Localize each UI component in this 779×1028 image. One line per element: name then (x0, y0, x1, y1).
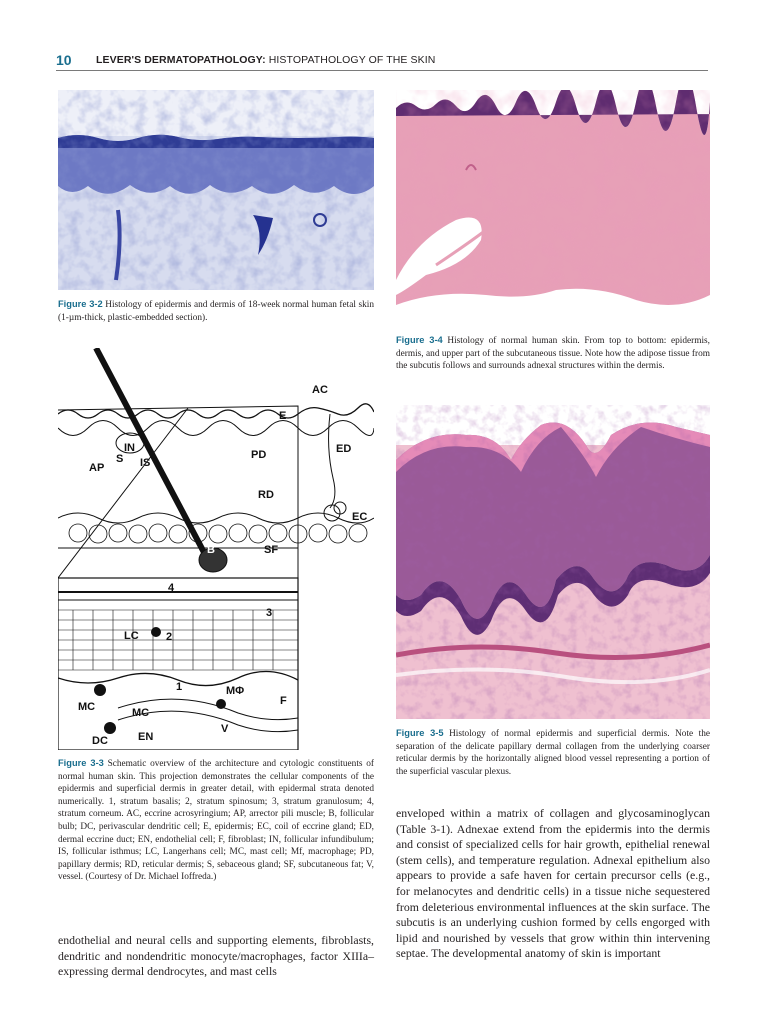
label-in: IN (124, 442, 135, 454)
label-v: V (221, 723, 229, 735)
label-1: 1 (176, 681, 183, 693)
label-f: F (280, 695, 287, 707)
label-is: IS (140, 457, 151, 469)
figure-3-5-image (396, 405, 710, 719)
figure-3-3-caption (58, 757, 374, 884)
section-title: HISTOPATHOLOGY OF THE SKIN (265, 54, 436, 66)
body-text-right-column: enveloped within a matrix of collagen and glycosaminoglycan (Table 3-1). Adnexae extend from the epidermis into the dermis and consist of specialized cells for hair growth, epithelial renewal (stem cells), and temperature regulation. Adnexal epithelium also appears to provide a safe haven for certain precursor cells (e.g., for melanocytes and dendritic cells) in a tissue niche sequestered from deleterious environmental influences at the skin surface. The subcutis is an underlying cushion formed by cells engorged with lipid and nourished by vessels that grow within thin intervening septae. The developmental anatomy of skin is important (396, 806, 710, 961)
figure-3-3-caption-text: Schematic overview of the architecture and cytologic constituents of normal human skin. This projection demonstrates the cellular components of the epidermis and superficial dermis in greater detail, with epidermal strata denoted numerically. 1, stratum basalis; 2, stratum spinosum; 3, stratum granulosum; 4, stratum corneum. AC, eccrine acrosyringium; AP, arrector pili muscle; B, follicular bulb; DC, perivascular dendritic cell; E, epidermis; EC, coil of eccrine gland; ED, dermal eccrine duct; EN, endothelial cell; F, fibroblast; IN, follicular infundibulum; IS, follicular isthmus; LC, Langerhans cell; MC, mast cell; Mf, macrophage; PD, papillary dermis; RD, reticular dermis; S, sebaceous gland; SF, subcutaneous fat; V, vessel. (Courtesy of Dr. Michael Ioffreda.) (58, 759, 375, 883)
book-title: LEVER'S DERMATOPATHOLOGY: (96, 54, 266, 66)
label-2: 2 (166, 631, 173, 643)
label-lc: LC (124, 630, 139, 642)
label-ed: ED (336, 443, 352, 455)
label-dc: DC (92, 735, 108, 747)
label-ap: AP (89, 462, 105, 474)
label-ec: EC (352, 511, 368, 523)
label-b: B (207, 544, 215, 556)
figure-3-5-caption-text: Histology of normal epidermis and superficial dermis. Note the separation of the delicate papillary dermal collagen from the underlying coarser reticular dermis by the horizontally aligned blood vessel representing a portion of the superficial vascular plexus. (396, 729, 710, 777)
label-ac: AC (312, 384, 328, 396)
figure-3-4-caption-text: Histology of normal human skin. From top to bottom: epidermis, dermis, and upper part of the subcutaneous tissue. Note how the adipose tissue from the subcutis follows and surrounds adnexal structures within the dermis. (396, 336, 710, 372)
figure-3-2-image (58, 90, 374, 290)
label-macrophage: MΦ (226, 685, 245, 697)
label-en: EN (138, 731, 154, 743)
label-3: 3 (266, 607, 273, 619)
label-e: E (279, 410, 287, 422)
figure-3-4-label: Figure 3-4 (396, 335, 443, 345)
label-sf: SF (264, 544, 279, 556)
figure-3-4-image (396, 90, 710, 326)
figure-3-5-caption (396, 727, 710, 778)
label-mc-right: MC (132, 707, 150, 719)
figure-3-3-image (58, 348, 374, 750)
label-mc-left: MC (78, 701, 96, 713)
figure-3-2-caption (58, 298, 374, 324)
label-pd: PD (251, 449, 267, 461)
body-text-left-column: endothelial and neural cells and supporting elements, fibroblasts, dendritic and nondendritic monocyte/macrophages, factor XIIIa–expressing dermal dendrocytes, and mast cells (58, 933, 374, 979)
figure-3-5-label: Figure 3-5 (396, 728, 444, 738)
figure-3-3-label: Figure 3-3 (58, 758, 104, 768)
label-rd: RD (258, 489, 274, 501)
page-number: 10 (56, 52, 72, 68)
label-4: 4 (168, 582, 175, 594)
running-header (56, 52, 708, 71)
label-s: S (116, 453, 124, 465)
figure-3-2-label: Figure 3-2 (58, 299, 103, 309)
figure-3-4-caption (396, 334, 710, 373)
figure-3-2-caption-text: Histology of epidermis and dermis of 18-week normal human fetal skin (1-µm-thick, plastic-embedded section). (58, 300, 375, 323)
running-title (96, 54, 435, 66)
